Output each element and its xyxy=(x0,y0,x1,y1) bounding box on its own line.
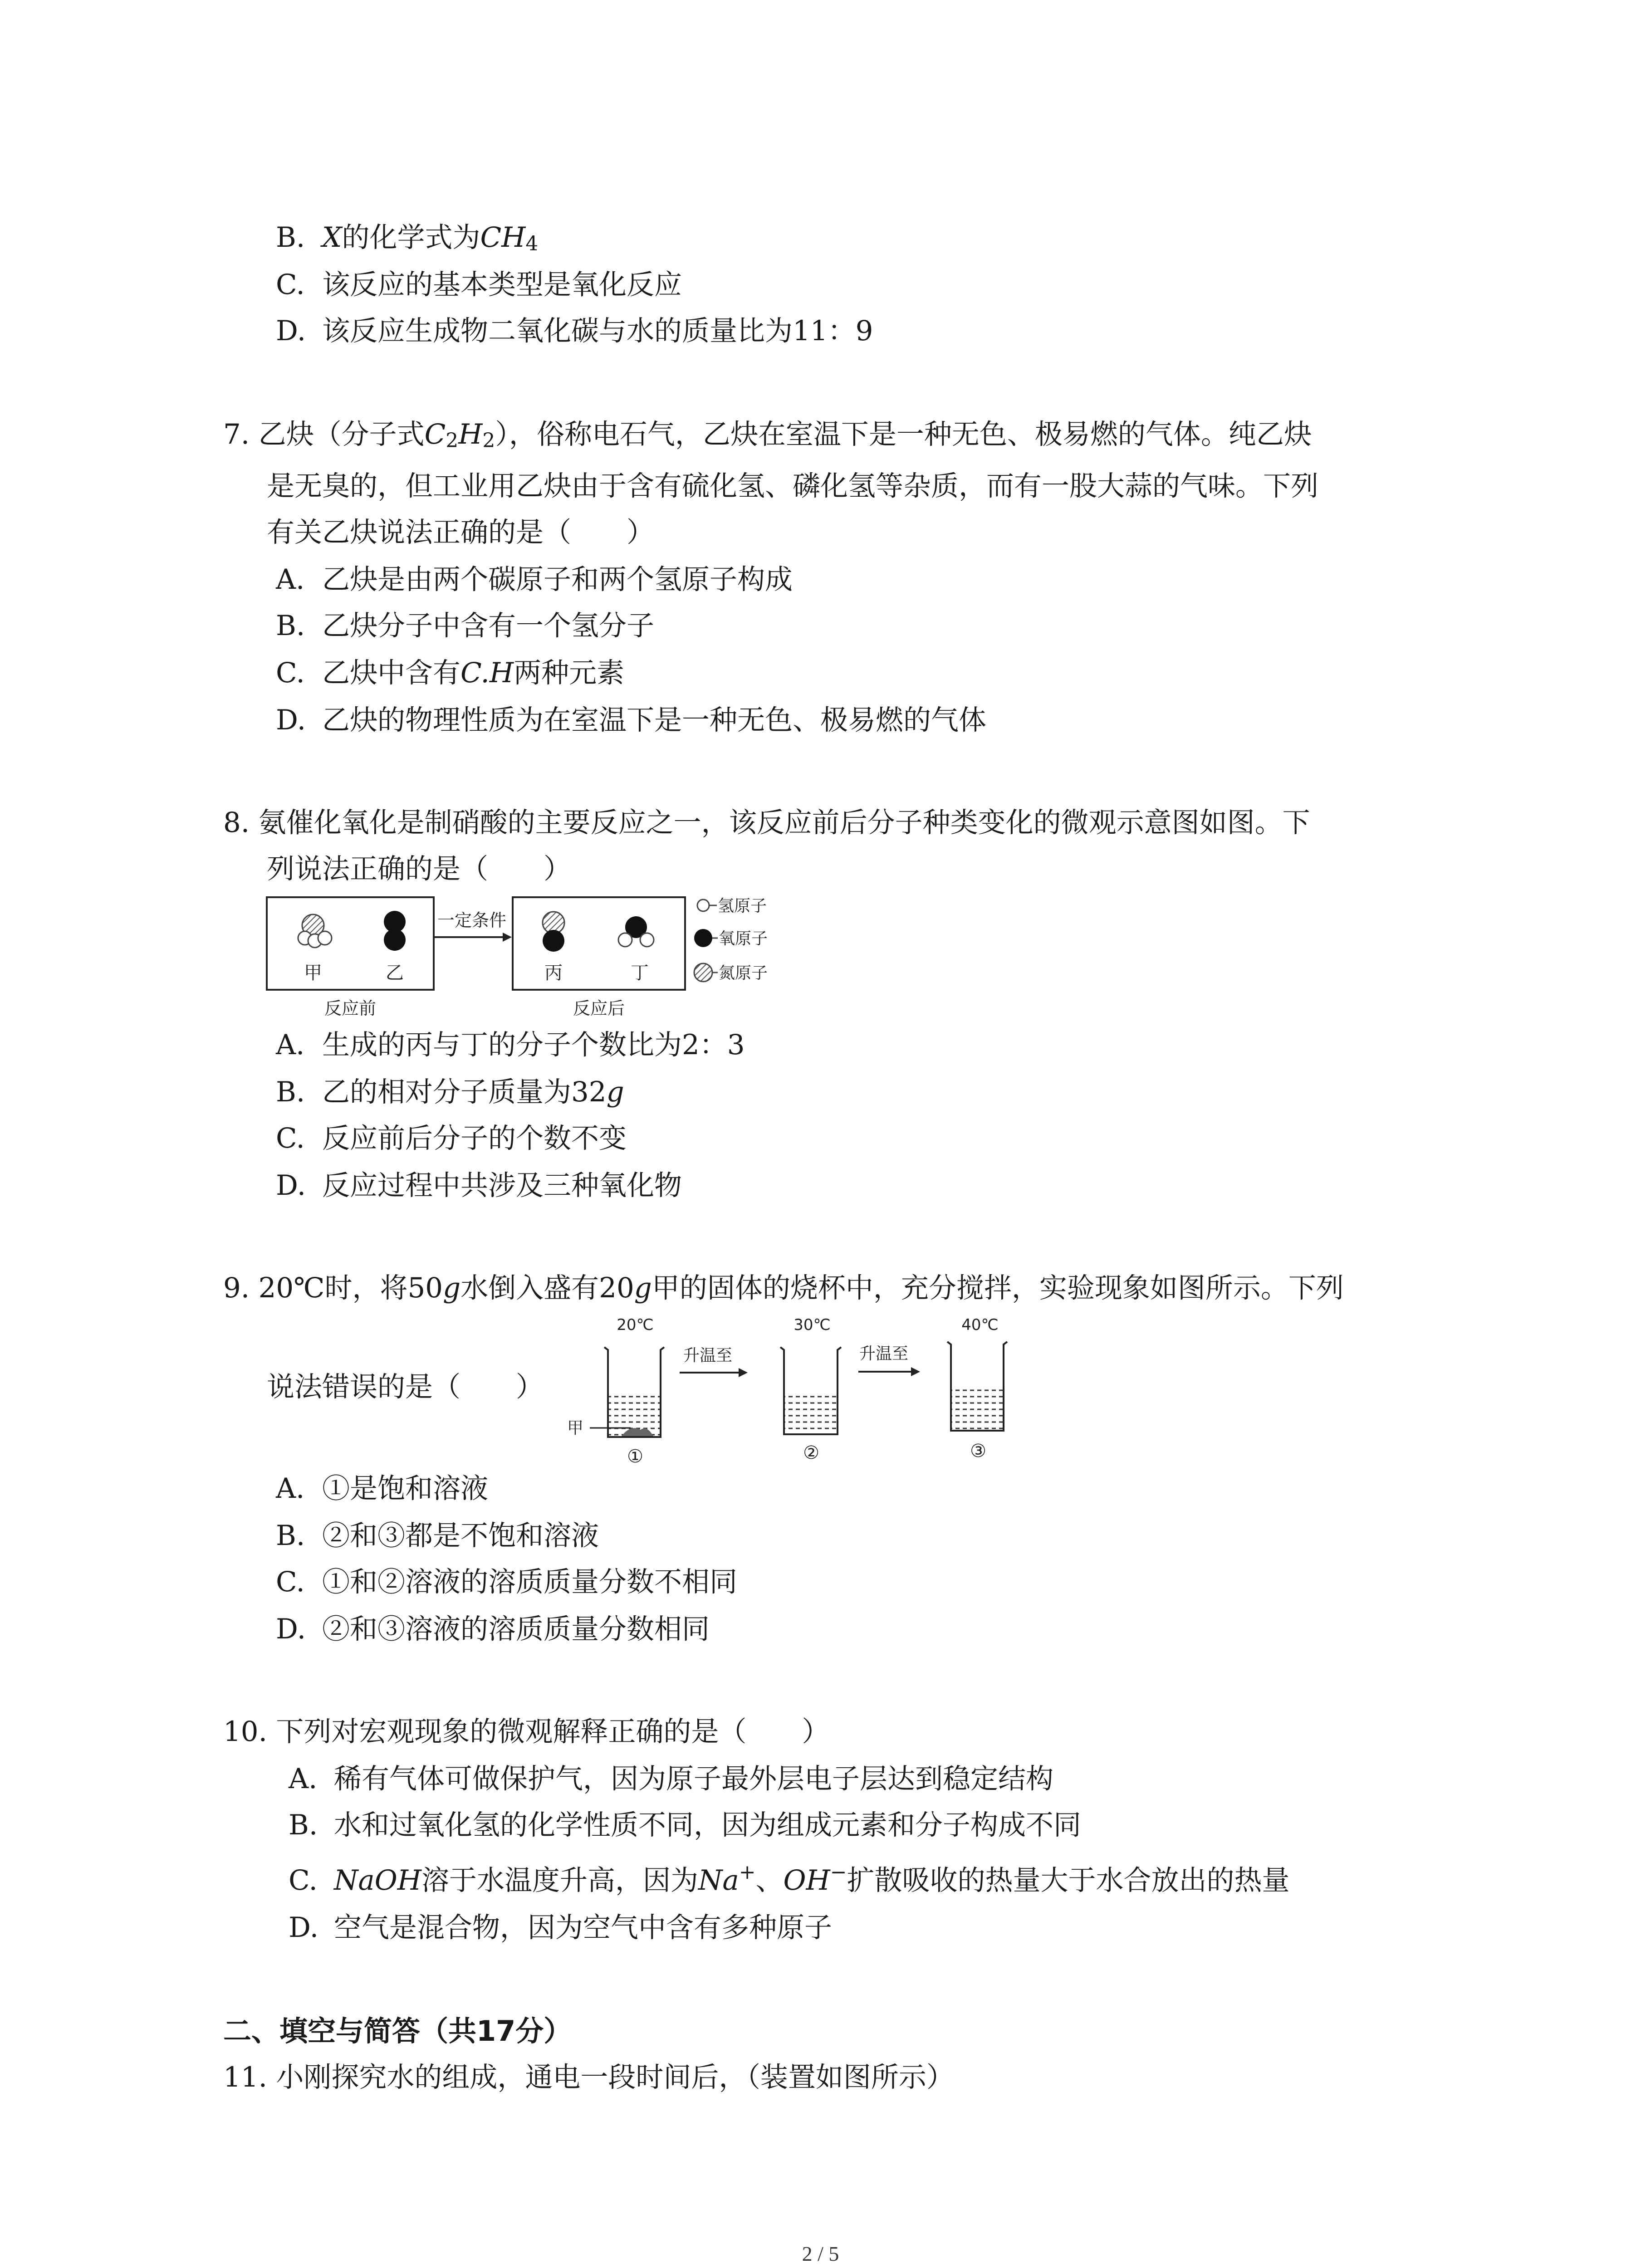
q7-stem-line1: 7. 乙炔（分子式$C_2H_2$），俗称电石气，乙炔在室温下是一种无色、极易燃的气体。纯乙炔 xyxy=(223,418,1312,452)
ammonia-molecule-icon xyxy=(298,914,332,948)
q9-option-a: ①是饱和溶液 xyxy=(322,1472,489,1505)
q8-option-b: 乙的相对分子质量为32g xyxy=(322,1076,624,1108)
option-label: A. xyxy=(289,1763,318,1795)
heat-label-2: 升温至 xyxy=(859,1344,909,1363)
option-label: B. xyxy=(276,1076,305,1108)
option-label: B. xyxy=(276,221,305,254)
q6-option-b: X的化学式为$CH_4$ xyxy=(322,221,539,255)
water-molecule-icon xyxy=(618,916,654,947)
page-number: 2 / 5 xyxy=(802,2242,839,2265)
legend-hydrogen: 氢原子 xyxy=(718,897,767,915)
option-label: A. xyxy=(276,563,305,596)
option-label: B. xyxy=(276,610,305,642)
q8-option-a: 生成的丙与丁的分子个数比为2：3 xyxy=(322,1029,745,1061)
q8-stem-line2: 列说法正确的是（ ） xyxy=(267,853,572,885)
q7-stem-line2: 是无臭的，但工业用乙炔由于含有硫化氢、磷化氢等杂质，而有一股大蒜的气味。下列 xyxy=(267,470,1319,502)
q10-stem: 10. 下列对宏观现象的微观解释正确的是（ ） xyxy=(223,1716,830,1748)
solid-label: 甲 xyxy=(567,1419,584,1437)
option-label: C. xyxy=(276,1566,305,1598)
beaker-num-2: ② xyxy=(803,1442,819,1463)
option-label: D. xyxy=(276,315,306,347)
temp-3: 40℃ xyxy=(961,1316,999,1334)
option-label: D. xyxy=(276,1169,306,1202)
label-jia: 甲 xyxy=(304,963,322,983)
after-box xyxy=(513,897,685,990)
arrow-condition: 一定条件 xyxy=(437,910,507,930)
label-yi: 乙 xyxy=(386,963,404,983)
nitrogen-atom-icon xyxy=(694,963,712,982)
q10-option-a: 稀有气体可做保护气，因为原子最外层电子层达到稳定结构 xyxy=(334,1763,1054,1795)
section-title: 二、填空与简答（共17分） xyxy=(223,2014,572,2048)
label-before: 反应前 xyxy=(324,998,377,1018)
q7-stem-line3: 有关乙炔说法正确的是（ ） xyxy=(267,516,655,548)
q8-option-d: 反应过程中共涉及三种氧化物 xyxy=(322,1169,682,1202)
option-label: A. xyxy=(276,1472,305,1505)
option-label: B. xyxy=(289,1809,318,1841)
heat-label-1: 升温至 xyxy=(683,1346,733,1365)
q11-stem: 11. 小刚探究水的组成，通电一段时间后，（装置如图所示） xyxy=(223,2061,954,2093)
legend-nitrogen: 氮原子 xyxy=(719,964,768,982)
option-label: A. xyxy=(276,1029,305,1061)
q9-option-c: ①和②溶液的溶质质量分数不相同 xyxy=(322,1566,738,1598)
beaker-experiment-diagram xyxy=(563,1311,1062,1470)
label-bing: 丙 xyxy=(544,963,563,983)
oxygen-atom-icon xyxy=(694,929,712,947)
legend xyxy=(694,897,768,982)
q10-option-b: 水和过氧化氢的化学性质不同，因为组成元素和分子构成不同 xyxy=(334,1809,1082,1841)
q7-option-a: 乙炔是由两个碳原子和两个氢原子构成 xyxy=(322,563,793,596)
beaker-num-1: ① xyxy=(627,1446,643,1467)
beaker-3-icon xyxy=(947,1342,1007,1431)
option-label: D. xyxy=(276,704,306,736)
reaction-micro-diagram xyxy=(263,893,853,1024)
q7-option-d: 乙炔的物理性质为在室温下是一种无色、极易燃的气体 xyxy=(322,704,987,736)
q9-stem-line2: 说法错误的是（ ） xyxy=(267,1371,544,1403)
before-box xyxy=(267,897,434,990)
hydrogen-atom-icon xyxy=(697,899,709,911)
beaker-num-3: ③ xyxy=(970,1441,986,1461)
option-label: C. xyxy=(276,657,305,689)
q9-option-d: ②和③溶液的溶质质量分数相同 xyxy=(322,1613,710,1645)
q8-option-c: 反应前后分子的个数不变 xyxy=(322,1122,627,1154)
q6-option-c: 该反应的基本类型是氧化反应 xyxy=(322,269,682,301)
q8-stem-line1: 8. 氨催化氧化是制硝酸的主要反应之一，该反应前后分子种类变化的微观示意图如图。下 xyxy=(223,807,1310,839)
q9-stem-line1: 9. 20℃时，将50g水倒入盛有20g甲的固体的烧杯中，充分搅拌，实验现象如图所示。下列 xyxy=(223,1272,1344,1304)
q6-option-d: 该反应生成物二氧化碳与水的质量比为11：9 xyxy=(322,315,873,347)
temp-1: 20℃ xyxy=(617,1316,654,1334)
option-label: C. xyxy=(276,1122,305,1154)
option-label: B. xyxy=(276,1520,305,1552)
label-ding: 丁 xyxy=(631,963,649,983)
label-after: 反应后 xyxy=(573,998,625,1018)
option-label: D. xyxy=(276,1613,306,1645)
option-label: C. xyxy=(276,269,305,301)
q9-option-b: ②和③都是不饱和溶液 xyxy=(322,1520,599,1552)
no-molecule-icon xyxy=(543,912,564,952)
oxygen-molecule-icon xyxy=(384,911,406,951)
q10-option-d: 空气是混合物，因为空气中含有多种原子 xyxy=(334,1911,833,1944)
beaker-2-icon xyxy=(780,1347,841,1434)
legend-oxygen: 氧原子 xyxy=(719,929,768,948)
option-label: D. xyxy=(289,1911,319,1944)
beaker-1-icon xyxy=(604,1347,664,1437)
temp-2: 30℃ xyxy=(794,1316,831,1334)
q10-option-c: NaOH溶于水温度升高，因为Na+、OH−扩散吸收的热量大于水合放出的热量 xyxy=(334,1860,1290,1897)
q7-option-c: 乙炔中含有C.H两种元素 xyxy=(322,657,625,689)
option-label: C. xyxy=(289,1864,318,1897)
q7-option-b: 乙炔分子中含有一个氢分子 xyxy=(322,610,655,642)
